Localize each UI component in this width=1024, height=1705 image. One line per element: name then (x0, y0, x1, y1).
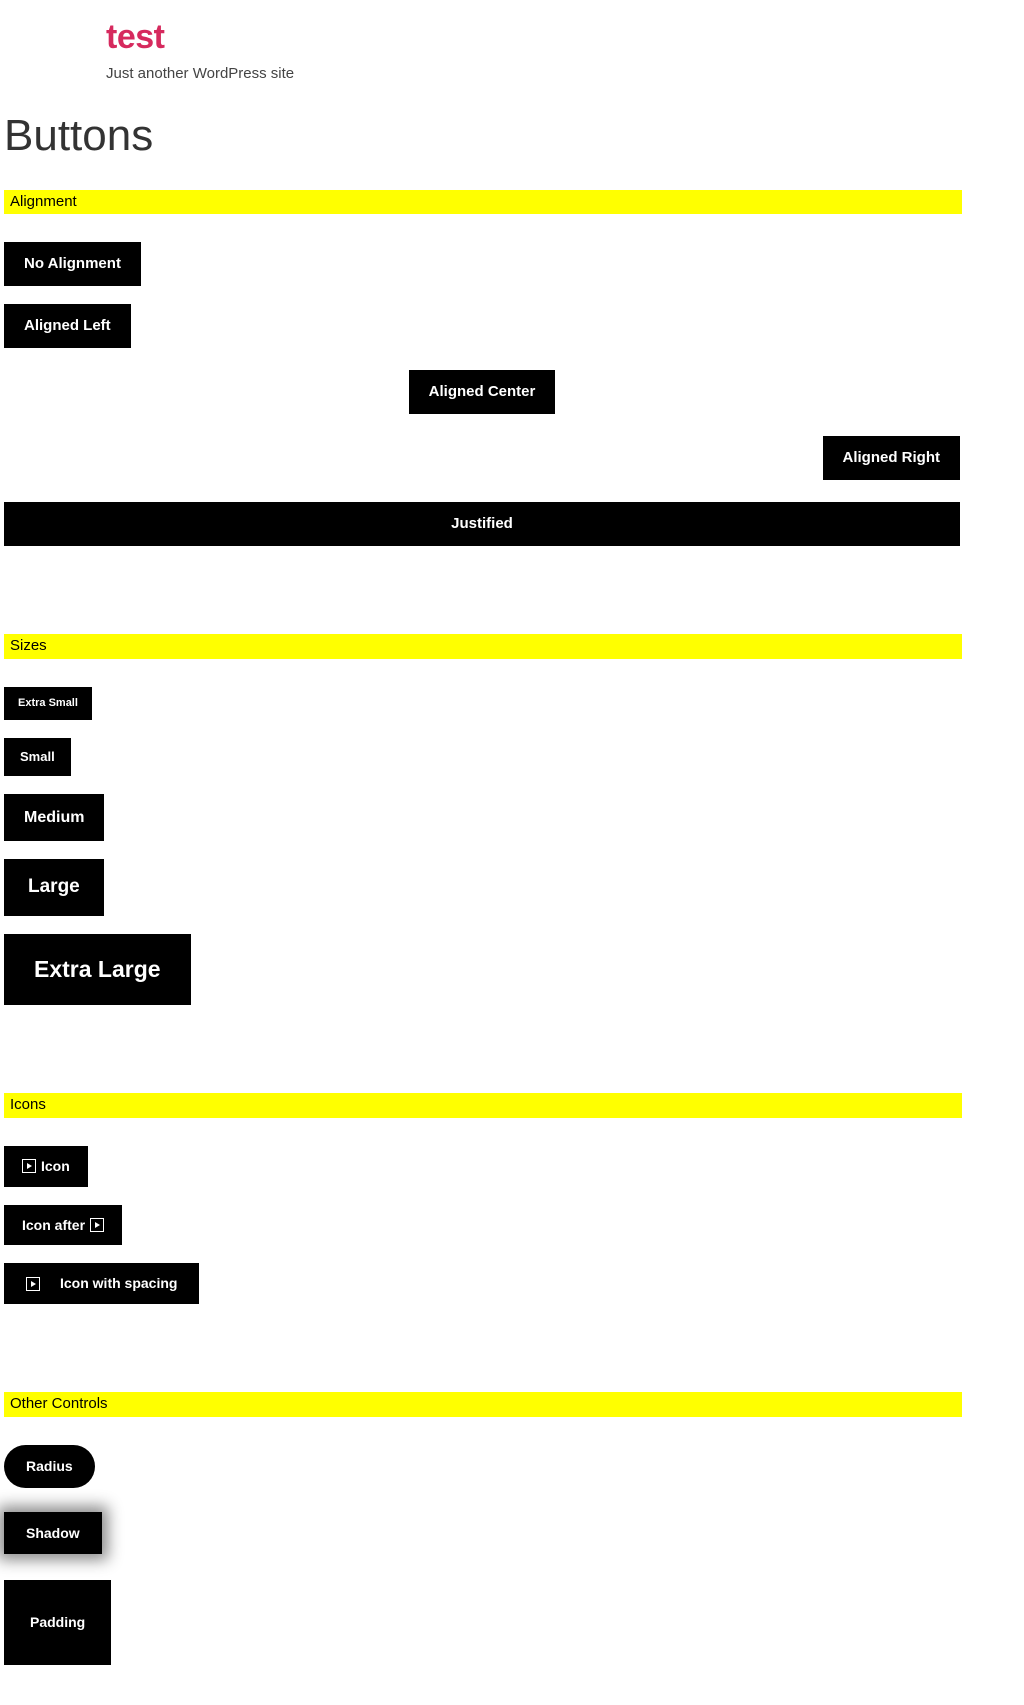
aligned-center-button[interactable]: Aligned Center (409, 370, 556, 414)
icon-button[interactable] (4, 1146, 88, 1187)
other-control-buttons (0, 1417, 1024, 1665)
large-button[interactable]: Large (4, 859, 104, 916)
site-title[interactable]: test (106, 18, 165, 56)
icon-with-spacing-button[interactable] (4, 1263, 199, 1304)
icon-after-button[interactable] (4, 1205, 122, 1246)
shadow-button[interactable]: Shadow (4, 1512, 102, 1555)
medium-button[interactable]: Medium (4, 794, 104, 841)
extra-large-button[interactable]: Extra Large (4, 934, 191, 1006)
icon-with-spacing-button-label: Icon with spacing (60, 1275, 178, 1292)
section-sizes (0, 634, 1024, 1005)
section-icons (0, 1093, 1024, 1304)
section-alignment (0, 190, 1024, 547)
section-other-controls (0, 1392, 1024, 1665)
play-box-icon (90, 1218, 104, 1232)
spacer (0, 546, 1024, 604)
section-heading-icons: Icons (4, 1093, 962, 1118)
no-alignment-button[interactable]: No Alignment (4, 242, 141, 286)
aligned-left-button[interactable]: Aligned Left (4, 304, 131, 348)
spacer (0, 1005, 1024, 1063)
small-button[interactable]: Small (4, 738, 71, 776)
extra-small-button[interactable]: Extra Small (4, 687, 92, 720)
section-heading-sizes: Sizes (4, 634, 962, 659)
radius-button[interactable]: Radius (4, 1445, 95, 1488)
play-box-icon (22, 1159, 36, 1173)
page-title: Buttons (4, 110, 154, 160)
icon-after-button-label: Icon after (22, 1216, 86, 1233)
alignment-buttons (0, 242, 1024, 546)
section-heading-alignment: Alignment (4, 190, 962, 215)
icon-button-label: Icon (41, 1157, 70, 1174)
justified-button[interactable]: Justified (4, 502, 960, 546)
page-content (0, 112, 1024, 1705)
size-buttons (0, 659, 1024, 1005)
site-header (0, 0, 1024, 84)
section-heading-other-controls: Other Controls (4, 1392, 962, 1417)
play-box-icon (26, 1277, 40, 1291)
icon-buttons (0, 1118, 1024, 1304)
aligned-right-button[interactable]: Aligned Right (823, 436, 961, 480)
site-tagline: Just another WordPress site (106, 65, 295, 83)
padding-button[interactable]: Padding (4, 1580, 111, 1665)
spacer (0, 1304, 1024, 1362)
